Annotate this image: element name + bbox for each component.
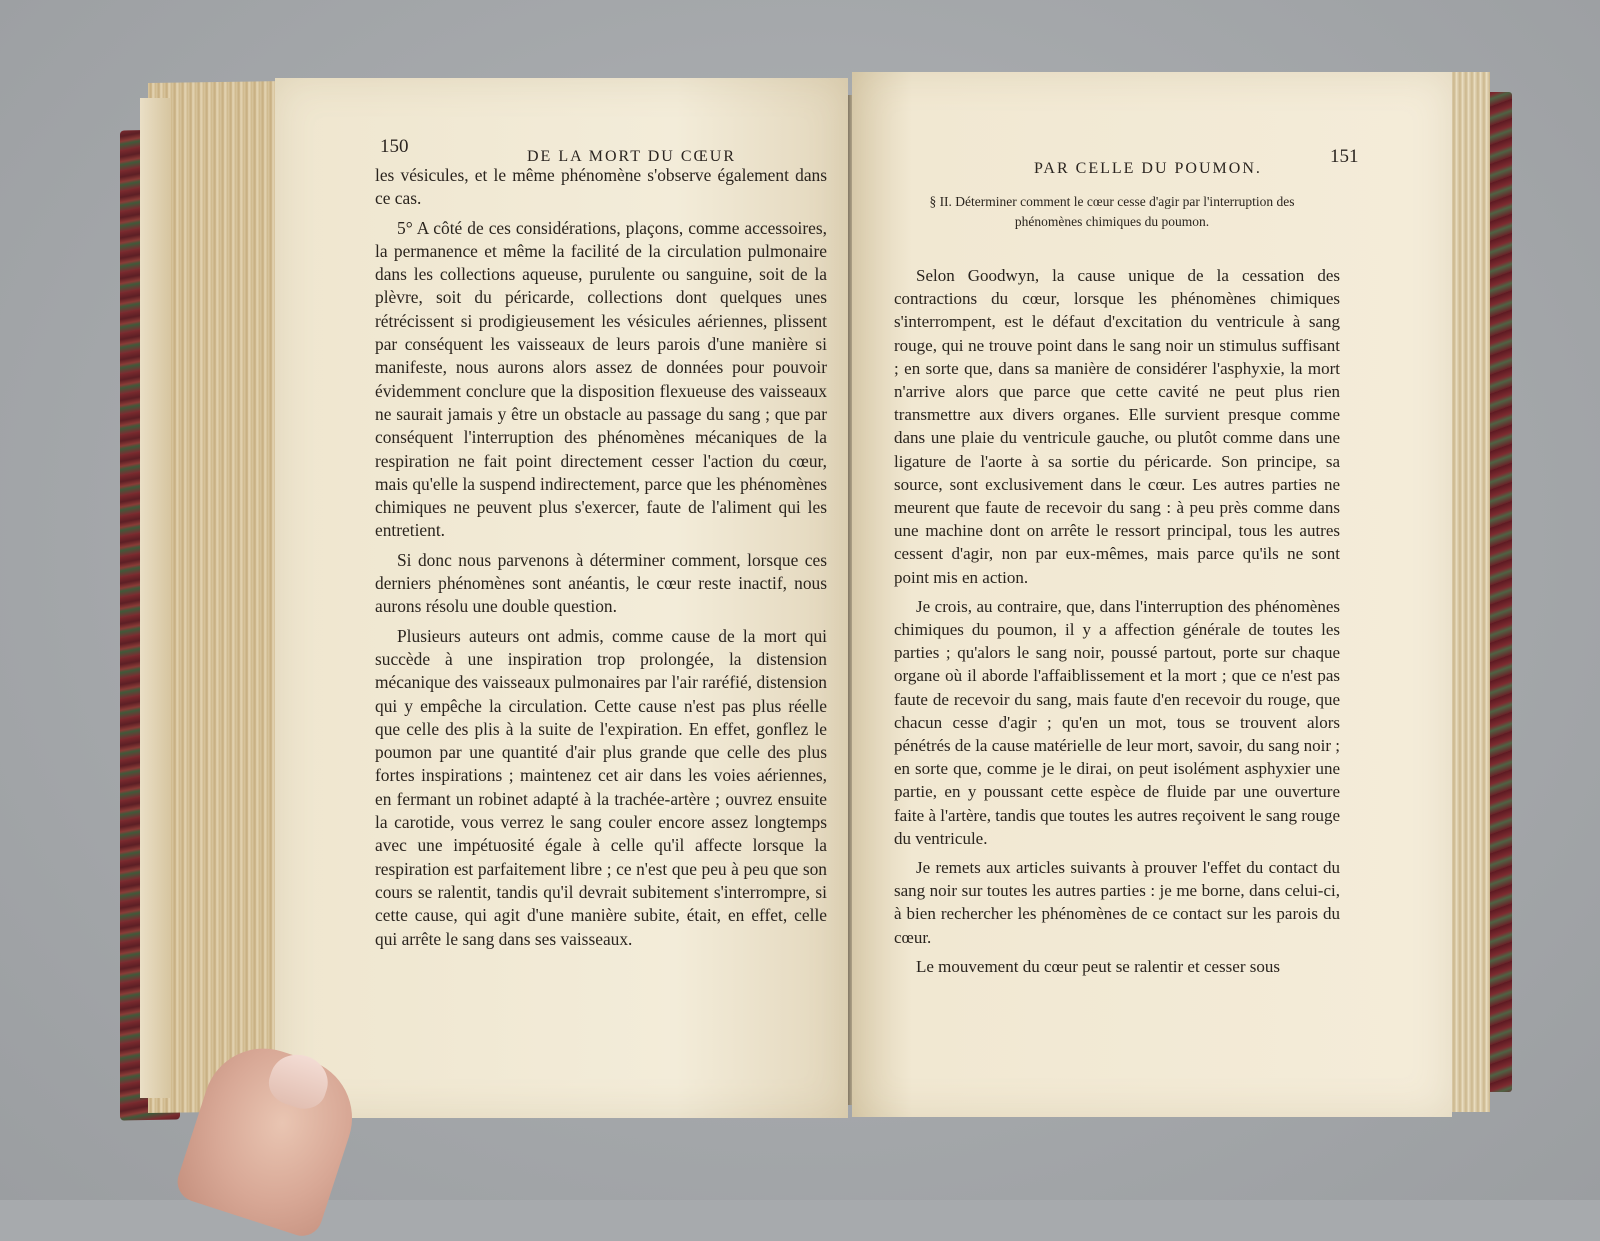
- page-number-left: 150: [380, 136, 409, 157]
- left-page-text: [375, 164, 827, 951]
- paragraph: Selon Goodwyn, la cause unique de la cessation des contractions du cœur, lorsque les phénomènes chimiques s'interrompent, est le défaut d'excitation du ventricule à sang rouge, qui ne trouve point dans le sang noir un stimulus suffisant ; en sorte que, dans sa manière de considérer l'asphyxie, la mort n'arrive alors que parce que cette cavité ne peut plus rien transmettre aux divers organes. Elle survient presque comme dans une plaie du ventricule gauche, ou plutôt comme dans une ligature de l'aorte à sa sortie du péricarde. Son principe, sa source, sont exclusivement dans le cœur. Les autres parties ne meurent que faute de recevoir du sang : à peu près comme dans une machine dont on arrête le ressort principal, tous les autres cessent d'agir, non par eux-mêmes, mais parce qu'ils ne sont point mis en action.: [894, 266, 1340, 587]
- right-page: [852, 72, 1452, 1117]
- paragraph: Si donc nous parvenons à déterminer comment, lorsque ces derniers phénomènes sont anéantis, le cœur reste inactif, nous aurons résolu une double question.: [375, 549, 827, 617]
- right-page-text: [894, 264, 1340, 978]
- running-head-left: DE LA MORT DU CŒUR: [527, 148, 736, 165]
- paragraph: les vésicules, et le même phénomène s'observe également dans ce cas.: [375, 165, 827, 209]
- page-stack-left-edge: [140, 98, 170, 1098]
- page-number-right: 151: [1330, 146, 1359, 167]
- paragraph: Le mouvement du cœur peut se ralentir et cesser sous: [916, 956, 1280, 976]
- section-title: § II. Déterminer comment le cœur cesse d'agir par l'interruption des phénomènes chimiques du poumon.: [929, 194, 1295, 229]
- running-head-right: PAR CELLE DU POUMON.: [1034, 160, 1262, 177]
- paragraph: 5° A côté de ces considérations, plaçons, comme accessoires, la permanence et même la facilité de la circulation pulmonaire dans les collections aqueuse, purulente ou sanguine, soit de la plèvre, soit du péricarde, collections dont quelques unes rétrécissent si prodigieusement les vésicules aériennes, plissent par conséquent les vaisseaux de leurs parois d'une manière si manifeste, nous aurons alors assez de données pour pouvoir évidemment conclure que la disposition flexueuse des vaisseaux ne saurait jamais y être un obstacle au passage du sang ; que par conséquent l'interruption des phénomènes mécaniques de la respiration ne fait point directement cesser l'action du cœur, mais qu'elle la suspend indirectement, parce que les phénomènes chimiques ne peuvent plus s'exercer, faute de l'aliment qui les entretient.: [375, 217, 827, 541]
- left-page: [275, 78, 848, 1118]
- paragraph: Je crois, au contraire, que, dans l'interruption des phénomènes chimiques du poumon, il y a affection générale de toutes les parties ; qu'alors le sang noir, poussé partout, porte sur chaque organe où il aborde l'affaiblissement et la mort ; que ce n'est pas faute de recevoir du sang, mais faute d'en recevoir du rouge, que chacun cesse d'agir ; qu'en un mot, tous se trouvent alors pénétrés de la cause matérielle de leur mort, savoir, du sang noir ; en sorte que, comme je le dirai, on peut isolément asphyxier une partie, en y poussant cette espèce de fluide par une ouverture faite à l'artère, tandis que toutes les autres reçoivent le sang rouge du ventricule.: [894, 596, 1340, 848]
- paragraph: Plusieurs auteurs ont admis, comme cause de la mort qui succède à une inspiration trop prolongée, la distension mécanique des vaisseaux pulmonaires par l'air raréfié, distension qui y empêche la circulation. Cette cause n'est pas plus réelle que celle des plis à la suite de l'expiration. En effet, gonflez le poumon par une quantité d'air plus grande que celle des plus fortes inspirations ; maintenez cet air dans les voies aériennes, en fermant un robinet adapté à la trachée-artère ; ouvrez ensuite la carotide, vous verrez le sang couler encore assez longtemps avec une impétuosité égale à celle qu'il affecte lorsque la respiration est parfaitement libre ; ce n'est que peu à peu que son cours se ralentit, tandis qu'il devrait subitement s'interrompre, si cette cause, qui agit d'une manière subite, était, en effet, celle qui arrête le sang dans ses vaisseaux.: [375, 625, 827, 949]
- paragraph: Je remets aux articles suivants à prouver l'effet du contact du sang noir sur toutes les autres parties : je me borne, dans celui-ci, à bien rechercher les phénomènes de ce contact sur les parois du cœur.: [894, 858, 1340, 947]
